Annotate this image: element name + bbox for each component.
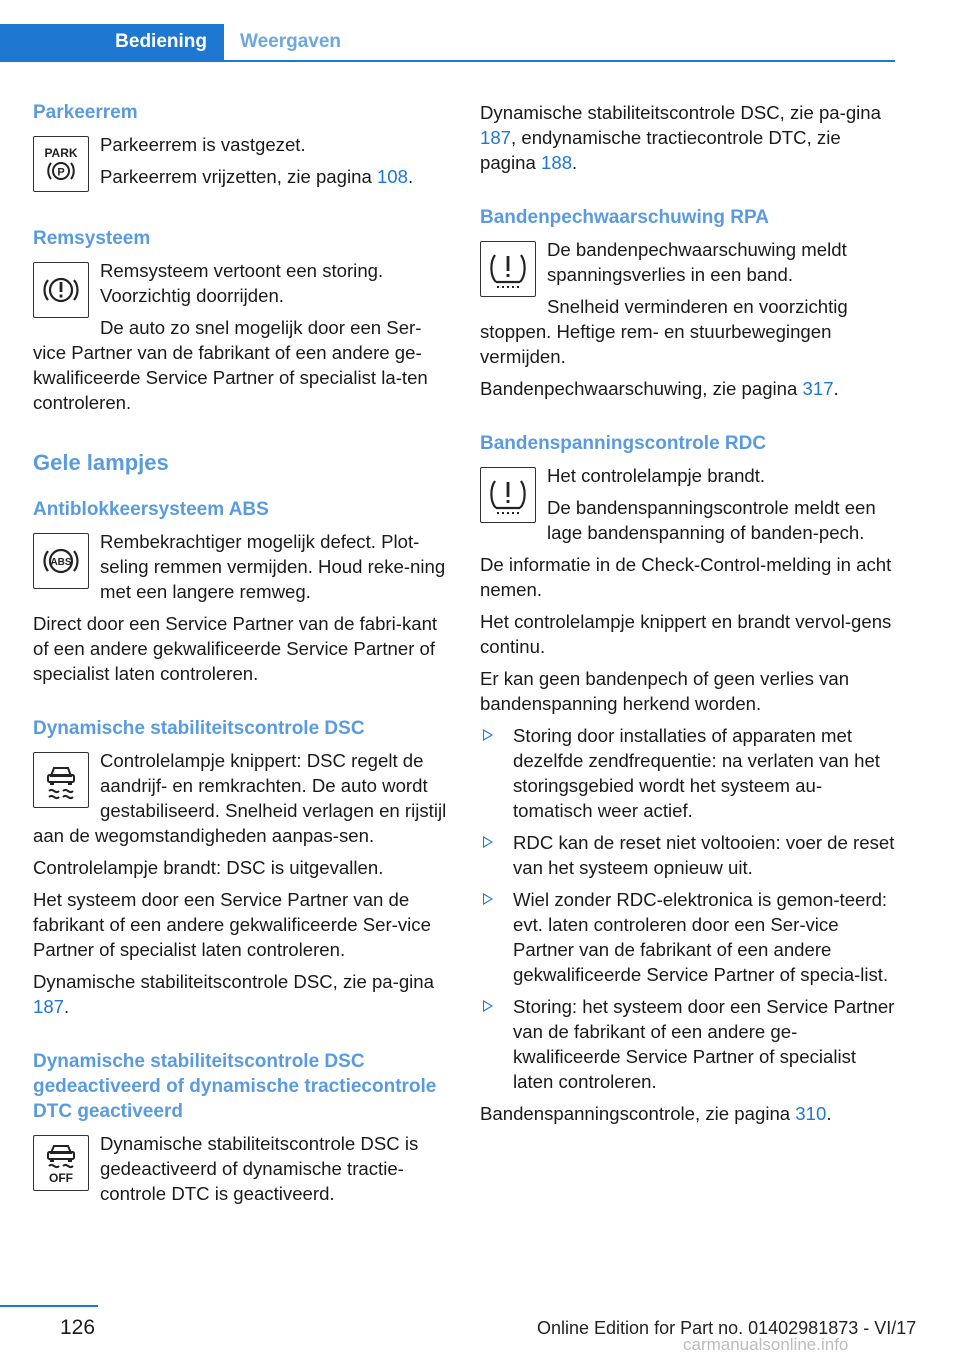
abs-line-2: Direct door een Service Partner van de fabri‐kant of een andere gekwalificeerde Service Partner of specialist laten controleren. xyxy=(33,613,438,684)
tire-pressure-icon xyxy=(480,467,536,523)
section-title: Parkeerrem xyxy=(33,102,138,123)
svg-text:P: P xyxy=(57,166,65,179)
tab-weergaven[interactable]: Weergaven xyxy=(240,31,342,52)
section-title: Dynamische stabiliteitscontrole DSC xyxy=(33,718,365,739)
tab-bediening[interactable]: Bediening xyxy=(0,24,224,60)
page-link[interactable]: 317 xyxy=(802,378,834,399)
page-number: 126 xyxy=(60,1316,96,1339)
left-column xyxy=(33,100,453,1206)
page-link[interactable]: 188 xyxy=(541,152,573,173)
list-item: Storing: het systeem door een Service Partner van de fabrikant of een andere ge‐kwalificeerde Service Partner of specialist laten controleren. xyxy=(480,994,895,1094)
dsc-line-1: Controlelampje knippert: DSC regelt de aandrijf- en remkrachten. De auto wordt gestabiliseerd. Snelheid verlagen en rijstijl aan de wegomstandigheden aanpas‐sen. xyxy=(33,750,447,846)
page-link[interactable]: 310 xyxy=(795,1103,827,1124)
right-column xyxy=(480,100,895,1126)
section-rdc xyxy=(480,431,895,1126)
rdc-line-3: De informatie in de Check-Control-melding in acht nemen. xyxy=(480,554,892,600)
off-icon-label: OFF xyxy=(49,1171,73,1185)
page-link[interactable]: 108 xyxy=(376,166,408,187)
rdc-bullet-list xyxy=(480,723,895,1094)
brake-line-1: Remsysteem vertoont een storing. Voorzichtig doorrijden. xyxy=(100,260,384,306)
abs-icon xyxy=(33,533,89,589)
section-title: Dynamische stabiliteitscontrole DSC gedeactiveerd of dynamische tractiecontrole DTC geactiveerd xyxy=(33,1051,437,1122)
brake-warning-icon xyxy=(33,262,89,318)
section-dsc-off xyxy=(33,1049,453,1206)
brake-line-2: De auto zo snel mogelijk door een Ser‐vice Partner van de fabrikant of een andere ge‐kwalificeerde Service Partner of specialist la‐ten controleren. xyxy=(33,317,428,413)
section-title: Antiblokkeersysteem ABS xyxy=(33,499,269,520)
tire-warning-icon xyxy=(480,241,536,297)
rdc-line-4: Het controlelampje knippert en brandt vervol‐gens continu. xyxy=(480,611,892,657)
list-item: Storing door installaties of apparaten met dezelfde zendfrequentie: na verlaten van het storingsgebied wordt het systeem au‐tomatisch weer actief. xyxy=(480,723,895,823)
chapter-tabs xyxy=(0,24,895,62)
page-link[interactable]: 187 xyxy=(480,127,512,148)
triangle-bullet-icon xyxy=(483,1000,493,1012)
rdc-line-1: Het controlelampje brandt. xyxy=(547,465,766,486)
section-title: Remsysteem xyxy=(33,228,151,249)
list-item: Wiel zonder RDC-elektronica is gemon‐teerd: evt. laten controleren door een Ser‐vice Partner van de fabrikant of een andere gekwalificeerde Service Partner of specia‐list. xyxy=(480,887,895,987)
section-remsysteem xyxy=(33,226,453,415)
dsc-line-3: Het systeem door een Service Partner van de fabrikant of een andere gekwalificeerde Ser‐vice Partner of specialist laten controleren. xyxy=(33,889,431,960)
dsc-line-4: Dynamische stabiliteitscontrole DSC, zie pa‐gina 187. xyxy=(33,971,434,1017)
watermark: carmanualsonline.info xyxy=(683,1335,849,1354)
rdc-line-5: Er kan geen bandenpech of geen verlies van bandenspanning herkend worden. xyxy=(480,668,850,714)
abs-icon-label: ABS xyxy=(50,557,72,568)
dsc-line-2: Controlelampje brandt: DSC is uitgevallen. xyxy=(33,857,384,878)
list-item: RDC kan de reset niet voltooien: voer de reset van het systeem opnieuw uit. xyxy=(480,830,895,880)
section-title: Bandenspanningscontrole RDC xyxy=(480,433,767,454)
dsc-off-line-1: Dynamische stabiliteitscontrole DSC is gedeactiveerd of dynamische tractie‐controle DTC is geactiveerd. xyxy=(100,1133,419,1204)
footer-rule xyxy=(0,1305,98,1307)
dsc-continuation: Dynamische stabiliteitscontrole DSC, zie pa‐gina 187, endynamische tractiecontrole DTC, zie pagina 188. xyxy=(480,102,881,173)
dsc-off-icon xyxy=(33,1135,89,1191)
section-parkeerrem xyxy=(33,100,453,196)
abs-line-1: Rembekrachtiger mogelijk defect. Plot‐seling remmen vermijden. Houd reke‐ning met een langere remweg. xyxy=(100,531,446,602)
park-brake-icon xyxy=(33,136,89,192)
page-link[interactable]: 187 xyxy=(33,996,65,1017)
section-abs xyxy=(33,497,453,686)
rdc-line-2: De bandenspanningscontrole meldt een lage bandenspanning of banden‐pech. xyxy=(547,497,876,543)
edition-text: Online Edition for Part no. 01402981873 - VI/17 xyxy=(537,1318,917,1338)
section-rpa xyxy=(480,205,895,401)
rpa-line-3: Bandenpechwaarschuwing, zie pagina 317. xyxy=(480,378,839,399)
triangle-bullet-icon xyxy=(483,836,493,848)
heading-gele-lampjes: Gele lampjes xyxy=(33,450,169,475)
rpa-line-2: Snelheid verminderen en voorzichtig stoppen. Heftige rem- en stuurbewegingen vermijden. xyxy=(480,296,848,367)
triangle-bullet-icon xyxy=(483,893,493,905)
triangle-bullet-icon xyxy=(483,729,493,741)
rpa-line-1: De bandenpechwaarschuwing meldt spanningsverlies in een band. xyxy=(547,239,847,285)
park-icon-label: PARK xyxy=(44,146,78,160)
section-dsc xyxy=(33,716,453,1019)
park-line-2: Parkeerrem vrijzetten, zie pagina 108. xyxy=(100,166,414,187)
park-line-1: Parkeerrem is vastgezet. xyxy=(100,134,306,155)
rdc-last-line: Bandenspanningscontrole, zie pagina 310. xyxy=(480,1103,832,1124)
dsc-skid-car-icon xyxy=(33,752,89,808)
section-title: Bandenpechwaarschuwing RPA xyxy=(480,207,769,228)
